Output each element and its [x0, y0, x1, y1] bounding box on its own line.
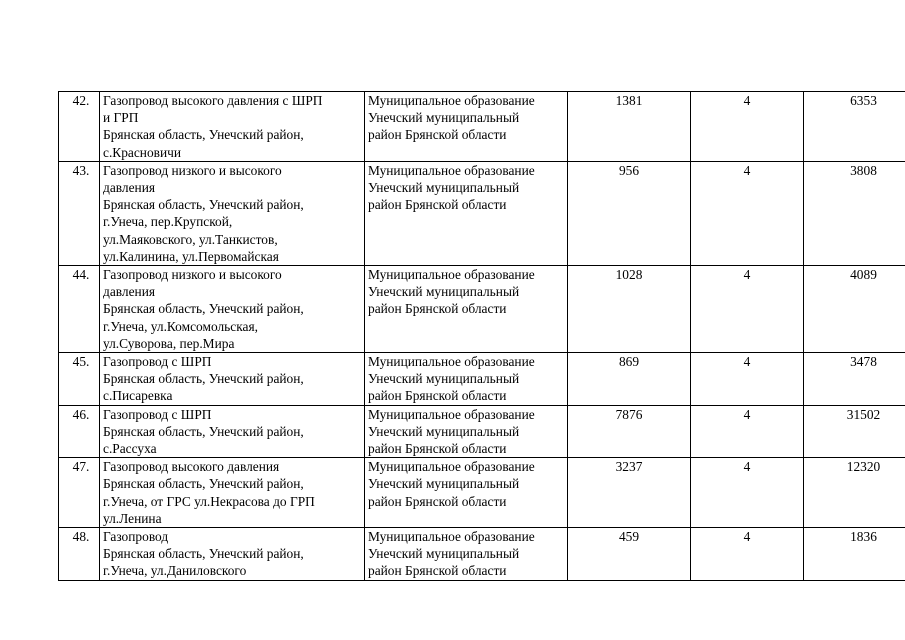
- row-number-cell: [59, 458, 100, 528]
- object-name-line: Газопровод низкого и высокого: [103, 162, 282, 178]
- owner-line: Унечский муниципальный: [368, 476, 520, 492]
- value-cell: [804, 458, 905, 528]
- owner-line: Унечский муниципальный: [368, 180, 520, 196]
- value-amount: 1836: [850, 529, 877, 545]
- count-value: 4: [743, 93, 751, 108]
- length-cell: [568, 528, 691, 581]
- object-name-line: Газопровод высокого давления с ШРП: [103, 93, 323, 108]
- owner-cell: [365, 405, 568, 458]
- object-name-line: и ГРП: [103, 110, 139, 126]
- owner-cell: [365, 266, 568, 353]
- value-cell: [804, 353, 905, 406]
- count-cell: [691, 266, 804, 353]
- count-value: 4: [743, 354, 751, 370]
- row-number-cell: [59, 528, 100, 581]
- object-name-line: Брянская область, Унечский район,: [103, 197, 304, 213]
- length-value: 1028: [615, 267, 643, 283]
- length-cell: [568, 92, 691, 162]
- table-body: [59, 92, 905, 581]
- row-number: 45.: [72, 354, 90, 370]
- object-name-line: давления: [103, 284, 156, 300]
- object-name-cell: [100, 458, 365, 528]
- object-name-line: г.Унеча, от ГРС ул.Некрасова до ГРП: [103, 493, 315, 509]
- length-cell: [568, 458, 691, 528]
- count-value: 4: [743, 529, 751, 545]
- length-value: 956: [618, 162, 640, 178]
- value-cell: [804, 405, 905, 458]
- value-cell: [804, 92, 905, 162]
- count-value: 4: [743, 406, 751, 422]
- row-number: 48.: [72, 529, 90, 545]
- length-value: 1381: [615, 93, 643, 108]
- owner-cell: [365, 353, 568, 406]
- object-name-line: Газопровод высокого давления: [103, 459, 280, 475]
- owner-line: район Брянской области: [368, 563, 507, 579]
- value-cell: [804, 528, 905, 581]
- object-name-line: Газопровод: [103, 529, 169, 545]
- owner-line: Муниципальное образование: [368, 354, 535, 370]
- object-name-line: с.Рассуха: [103, 441, 157, 457]
- table-row: [59, 92, 905, 162]
- owner-line: Унечский муниципальный: [368, 371, 520, 387]
- object-name-cell: [100, 161, 365, 265]
- object-name-line: г.Унеча, ул.Даниловского: [103, 563, 247, 579]
- count-cell: [691, 92, 804, 162]
- owner-line: Унечский муниципальный: [368, 423, 520, 439]
- owner-cell: [365, 528, 568, 581]
- object-name-line: с.Красновичи: [103, 144, 182, 160]
- table-row: [59, 353, 905, 406]
- owner-line: Унечский муниципальный: [368, 284, 520, 300]
- row-number-cell: [59, 161, 100, 265]
- owner-line: район Брянской области: [368, 197, 507, 213]
- table-row: [59, 405, 905, 458]
- object-name-line: Газопровод с ШРП: [103, 354, 212, 370]
- row-number: 44.: [72, 267, 90, 283]
- table-row: [59, 161, 905, 265]
- value-amount: 4089: [850, 267, 877, 283]
- object-name-line: ул.Маяковского, ул.Танкистов,: [103, 231, 278, 247]
- row-number-cell: [59, 266, 100, 353]
- pipeline-table: [58, 91, 905, 581]
- row-number-cell: [59, 353, 100, 406]
- length-cell: [568, 161, 691, 265]
- object-name-line: Газопровод низкого и высокого: [103, 267, 282, 283]
- row-number: 42.: [72, 93, 90, 108]
- count-cell: [691, 161, 804, 265]
- object-name-line: Брянская область, Унечский район,: [103, 476, 304, 492]
- object-name-line: ул.Суворова, пер.Мира: [103, 335, 235, 351]
- value-amount: 3478: [850, 354, 877, 370]
- object-name-line: Брянская область, Унечский район,: [103, 423, 304, 439]
- count-cell: [691, 458, 804, 528]
- object-name-line: с.Писаревка: [103, 388, 173, 404]
- object-name-cell: [100, 266, 365, 353]
- owner-cell: [365, 458, 568, 528]
- object-name-line: ул.Ленина: [103, 510, 162, 526]
- length-value: 7876: [615, 406, 643, 422]
- owner-line: Муниципальное образование: [368, 459, 535, 475]
- owner-line: район Брянской области: [368, 441, 507, 457]
- value-amount: 31502: [846, 406, 881, 422]
- row-number: 46.: [72, 406, 90, 422]
- object-name-cell: [100, 353, 365, 406]
- object-name-line: г.Унеча, ул.Комсомольская,: [103, 318, 258, 334]
- count-cell: [691, 405, 804, 458]
- owner-line: Муниципальное образование: [368, 267, 535, 283]
- object-name-line: давления: [103, 180, 156, 196]
- count-cell: [691, 528, 804, 581]
- count-value: 4: [743, 267, 751, 283]
- value-amount: 3808: [850, 162, 877, 178]
- table-row: [59, 528, 905, 581]
- count-value: 4: [743, 162, 751, 178]
- owner-line: район Брянской области: [368, 388, 507, 404]
- table-row: [59, 458, 905, 528]
- owner-line: Муниципальное образование: [368, 406, 535, 422]
- owner-line: Унечский муниципальный: [368, 546, 520, 562]
- length-cell: [568, 353, 691, 406]
- value-cell: [804, 266, 905, 353]
- owner-cell: [365, 161, 568, 265]
- count-value: 4: [743, 459, 751, 475]
- owner-line: район Брянской области: [368, 493, 507, 509]
- count-cell: [691, 353, 804, 406]
- object-name-line: Брянская область, Унечский район,: [103, 546, 304, 562]
- length-value: 3237: [615, 459, 643, 475]
- object-name-line: г.Унеча, пер.Крупской,: [103, 214, 233, 230]
- object-name-cell: [100, 405, 365, 458]
- owner-line: Унечский муниципальный: [368, 110, 520, 126]
- object-name-line: ул.Калинина, ул.Первомайская: [103, 248, 279, 264]
- length-cell: [568, 405, 691, 458]
- owner-line: район Брянской области: [368, 301, 507, 317]
- length-cell: [568, 266, 691, 353]
- object-name-line: Брянская область, Унечский район,: [103, 371, 304, 387]
- row-number: 47.: [72, 459, 90, 475]
- object-name-line: Брянская область, Унечский район,: [103, 127, 304, 143]
- row-number: 43.: [72, 162, 90, 178]
- owner-cell: [365, 92, 568, 162]
- value-amount: 12320: [846, 459, 881, 475]
- object-name-cell: [100, 528, 365, 581]
- owner-line: Муниципальное образование: [368, 529, 535, 545]
- object-name-line: Газопровод с ШРП: [103, 406, 212, 422]
- owner-line: Муниципальное образование: [368, 93, 535, 108]
- object-name-cell: [100, 92, 365, 162]
- row-number-cell: [59, 92, 100, 162]
- length-value: 459: [618, 529, 640, 545]
- value-cell: [804, 161, 905, 265]
- owner-line: Муниципальное образование: [368, 162, 535, 178]
- length-value: 869: [618, 354, 640, 370]
- object-name-line: Брянская область, Унечский район,: [103, 301, 304, 317]
- value-amount: 6353: [850, 93, 877, 108]
- owner-line: район Брянской области: [368, 127, 507, 143]
- table-row: [59, 266, 905, 353]
- row-number-cell: [59, 405, 100, 458]
